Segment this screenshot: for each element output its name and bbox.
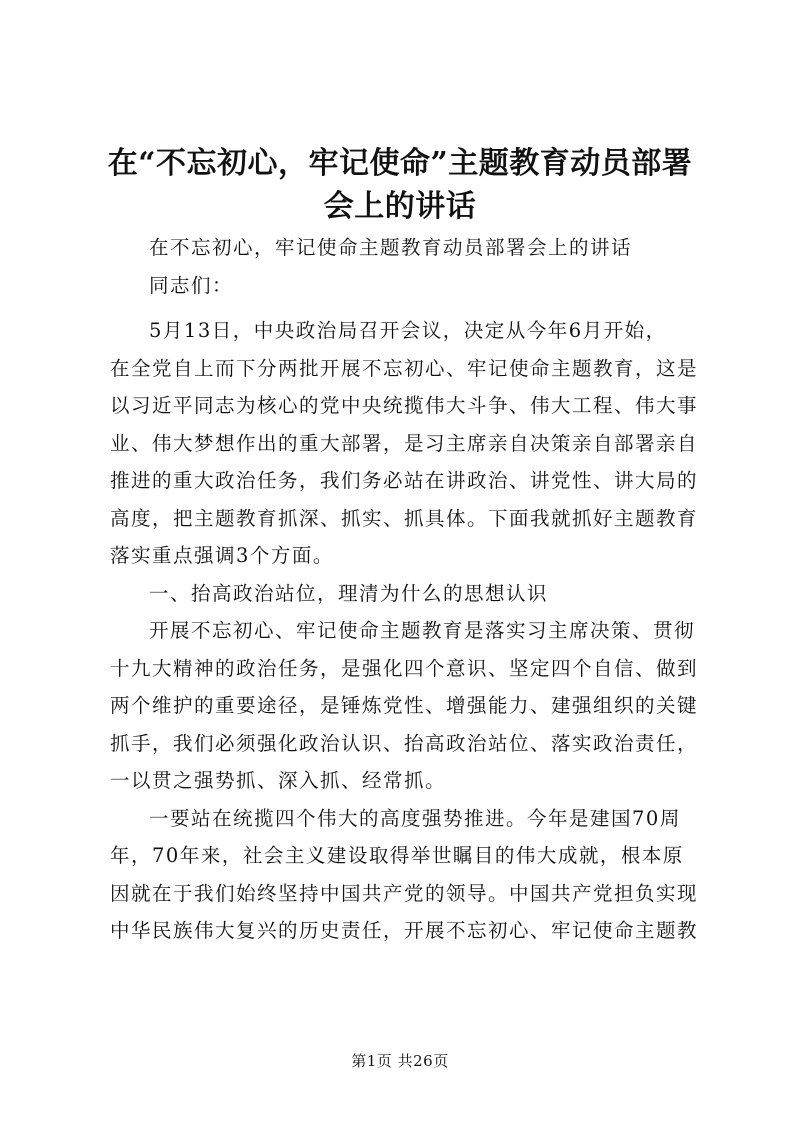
paragraph-line: 业、伟大梦想作出的重大部署，是习主席亲自决策亲自部署亲自: [110, 431, 699, 455]
paragraph-line: 抓手，我们必须强化政治认识、抬高政治站位、落实政治责任，: [110, 731, 699, 755]
section-heading: 一、抬高政治站位，理清为什么的思想认识: [149, 581, 549, 605]
paragraph-line: 高度，把主题教育抓深、抓实、抓具体。下面我就抓好主题教育: [110, 506, 699, 530]
paragraph-line: 中华民族伟大复兴的历史责任，开展不忘初心、牢记使命主题教: [110, 919, 699, 942]
document-title-line-2: 会上的讲话: [323, 189, 477, 224]
paragraph-line: 因就在于我们始终坚持中国共产党的领导。中国共产党担负实现: [110, 881, 699, 905]
paragraph-line: 开展不忘初心、牢记使命主题教育是落实习主席决策、贯彻: [149, 619, 696, 642]
paragraph-line: 在全党自上而下分两批开展不忘初心、牢记使命主题教育，这是: [110, 356, 699, 380]
paragraph-line: 推进的重大政治任务，我们务必站在讲政治、讲党性、讲大局的: [110, 469, 699, 492]
greeting-line: 同志们：: [149, 273, 234, 297]
document-body-intro: [110, 229, 700, 304]
document-body-main: [110, 312, 700, 950]
paragraph-line: 5月13日，中央政治局召开会议，决定从今年6月开始，: [149, 319, 667, 342]
paragraph-line: 一以贯之强势抓、深入抓、经常抓。: [110, 769, 447, 792]
paragraph-line: 两个维护的重要途径，是锤炼党性、增强能力、建强组织的关键: [110, 694, 699, 717]
paragraph-line: 年，70年来，社会主义建设取得举世瞩目的伟大成就，根本原: [110, 844, 684, 867]
paragraph-line: 落实重点强调3个方面。: [110, 544, 334, 567]
paragraph-line: 十九大精神的政治任务，是强化四个意识、坚定四个自信、做到: [110, 656, 699, 680]
paragraph-line: 以习近平同志为核心的党中央统揽伟大斗争、伟大工程、伟大事: [110, 394, 699, 417]
page-number-footer: 第1页 共26页: [351, 1052, 449, 1070]
document-title-line-1: 在“不忘初心，牢记使命”主题教育动员部署: [107, 146, 693, 181]
subtitle-line: 在不忘初心，牢记使命主题教育动员部署会上的讲话: [149, 236, 633, 259]
paragraph-line: 一要站在统揽四个伟大的高度强势推进。今年是建国70周: [149, 806, 681, 830]
